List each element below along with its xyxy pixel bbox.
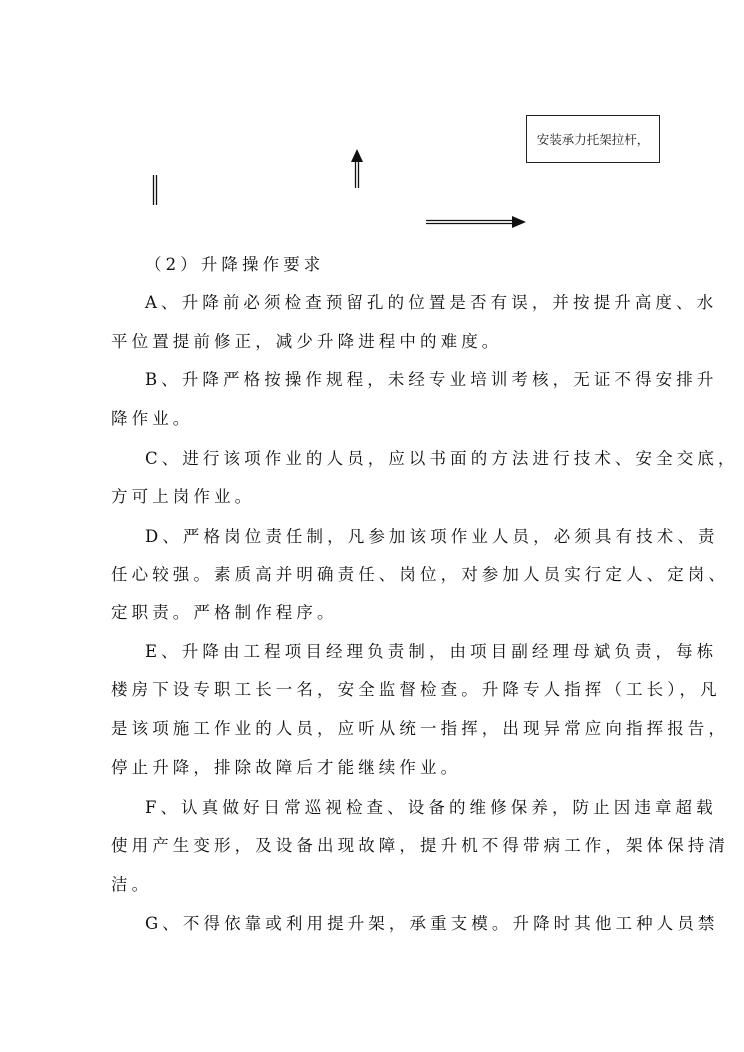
paragraph-line: D、严格岗位责任制，凡参加该项作业人员，必须具有技术、责 (145, 527, 719, 546)
flow-diagram (0, 0, 744, 240)
paragraph-line: G、不得依靠或利用提升架，承重支模。升降时其他工种人员禁 (145, 914, 719, 933)
paragraph-line: 洁。 (111, 875, 153, 894)
paragraph-line: 楼房下设专职工长一名，安全监督检查。升降专人指挥（工长），凡 (111, 680, 721, 699)
paragraph-line: 停止升降，排除故障后才能继续作业。 (111, 758, 462, 777)
paragraph-line: 使用产生变形，及设备出现故障，提升机不得带病工作，架体保持清 (111, 836, 729, 855)
paragraph-line: 定职责。严格制作程序。 (111, 603, 338, 622)
paragraph-line: F、认真做好日常巡视检查、设备的维修保养，防止因违章超载 (145, 798, 717, 817)
paragraph-line: 降作业。 (111, 409, 194, 428)
paragraph-line: B、升降严格按操作规程，未经专业培训考核，无证不得安排升 (145, 370, 718, 389)
paragraph-line: 平位置提前修正，减少升降进程中的难度。 (111, 332, 503, 351)
paragraph-line: A、升降前必须检查预留孔的位置是否有误，并按提升高度、水 (145, 293, 718, 312)
paragraph-line: C、进行该项作业的人员，应以书面的方法进行技术、安全交底， (145, 449, 739, 468)
double-line-vertical (154, 175, 157, 205)
paragraph-line: 任心较强。素质高并明确责任、岗位，对参加人员实行定人、定岗、 (111, 565, 729, 584)
arrow-up-icon (351, 149, 363, 188)
callout-box: 安装承力托架拉杆， (526, 115, 660, 163)
paragraph-line: 是该项施工作业的人员，应听从统一指挥，出现异常应向指挥报告， (111, 719, 729, 738)
section-heading: （2）升降操作要求 (145, 255, 325, 274)
paragraph-line: E、升降由工程项目经理负责制，由项目副经理母斌负责，每栋 (145, 642, 718, 661)
arrow-right-icon (426, 216, 526, 228)
paragraph-line: 方可上岗作业。 (111, 487, 256, 506)
